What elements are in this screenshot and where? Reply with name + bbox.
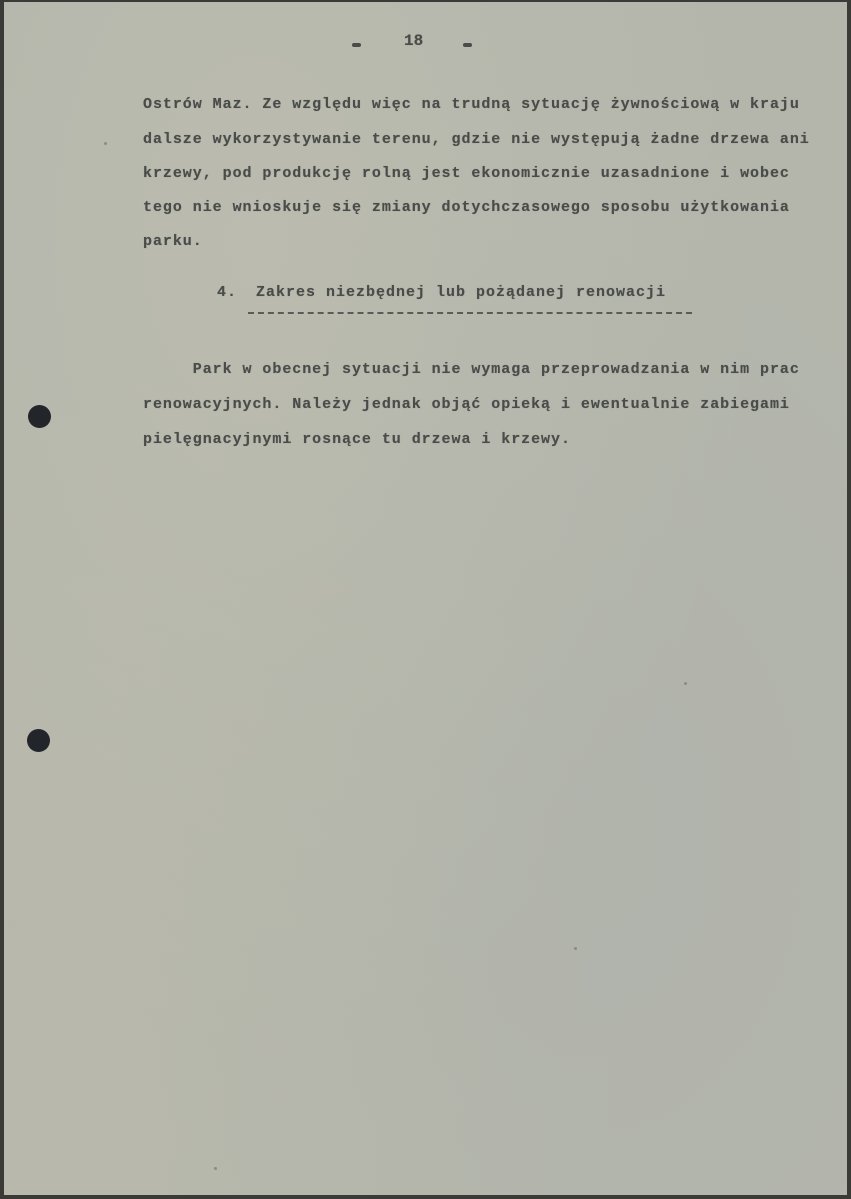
section-number: 4.	[217, 284, 238, 301]
paper-speck	[214, 1167, 217, 1170]
punch-hole-icon	[28, 405, 51, 428]
paper-speck	[684, 682, 687, 685]
text-line: Park w obecnej sytuacji nie wymaga przeprowadzania w nim prac	[143, 361, 800, 378]
punch-hole-icon	[27, 729, 50, 752]
page-number: 18	[404, 32, 424, 50]
text-line: Ostrów Maz. Ze względu więc na trudną sytuację żywnościową w kraju	[143, 96, 800, 113]
text-line: renowacyjnych. Należy jednak objąć opieką i ewentualnie zabiegami	[143, 396, 790, 413]
document-page	[4, 2, 847, 1195]
page-number-dash-left	[352, 43, 361, 47]
text-line: parku.	[143, 233, 203, 250]
text-line: tego nie wnioskuje się zmiany dotychczasowego sposobu użytkowania	[143, 199, 790, 216]
paper-speck	[104, 142, 107, 145]
page-number-dash-right	[463, 43, 472, 47]
text-line: pielęgnacyjnymi rosnące tu drzewa i krzewy.	[143, 431, 571, 448]
paper-speck	[574, 947, 577, 950]
text-line: dalsze wykorzystywanie terenu, gdzie nie występują żadne drzewa ani	[143, 131, 810, 148]
text-line: krzewy, pod produkcję rolną jest ekonomicznie uzasadnione i wobec	[143, 165, 790, 182]
section-title-underline	[248, 310, 692, 314]
section-title: Zakres niezbędnej lub pożądanej renowacji	[256, 284, 667, 301]
